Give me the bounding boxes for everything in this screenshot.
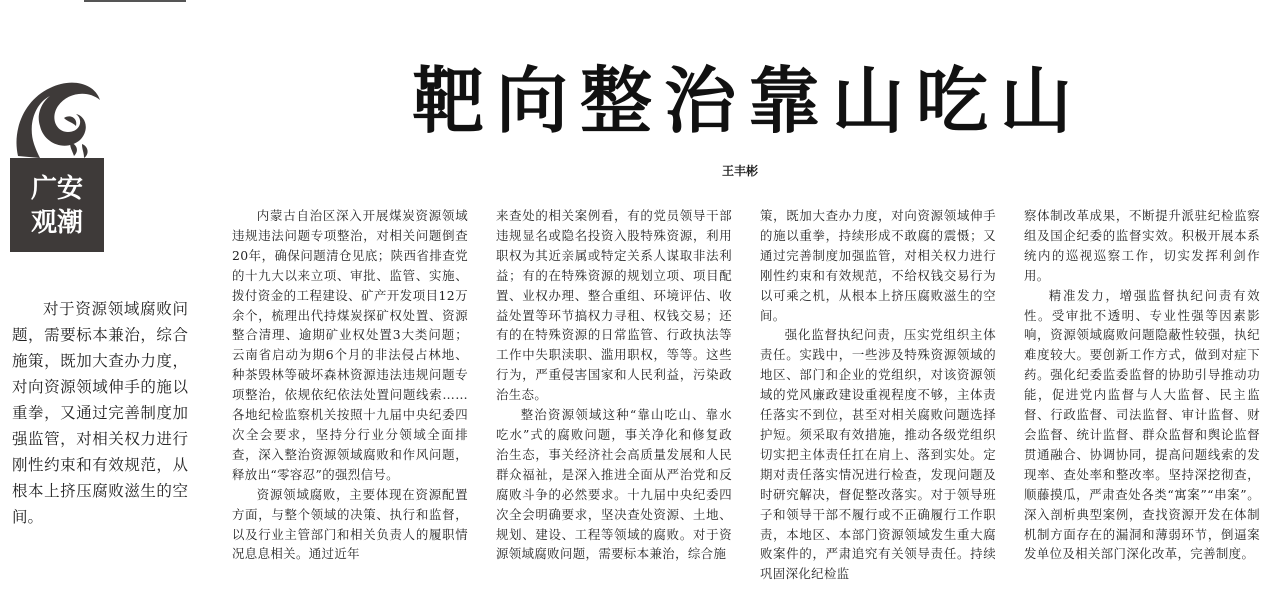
- column-name-box: [10, 158, 104, 252]
- column-name-line1: 广安: [30, 174, 83, 204]
- wave-icon: [10, 70, 104, 162]
- article-title: 靶向整治靠山吃山: [412, 59, 1084, 143]
- paragraph: 精准发力，增强监督执纪问责有效性。受审批不透明、专业性强等因素影响，资源领域腐败问题隐蔽性较强，执纪难度较大。要创新工作方式，做到对症下药。强化纪委监委监督的协助引导推动功能，促进党内监督与人大监督、民主监督、行政监督、司法监督、审计监督、财会监督、统计监督、群众监督和舆论监督贯通融合、协调协同，提高问题线索的发现率、查处率和整改率。坚持深挖彻查，顺藤摸瓜，严肃查处各类“寓案”“串案”。深入剖析典型案例，查找资源开发在体制机制方面存在的漏洞和薄弱环节，倒逼案发单位及相关部门深化改革，完善制度。: [1024, 287, 1260, 562]
- article-author: 王丰彬: [722, 164, 759, 178]
- paragraph: 来查处的相关案例看，有的党员领导干部违规显名或隐名投资入股特殊资源，利用职权为其近亲属或特定关系人谋取非法利益；有的在特殊资源的规划立项、项目配置、业权办理、整合重组、环境评估、收益处置等环节搞权力寻租、权钱交易；还有的在特殊资源的日常监管、行政执法等工作中失职渎职、滥用职权，等等。这些行为，严重侵害国家和人民利益，污染政治生态。: [496, 208, 732, 403]
- paragraph: 内蒙古自治区深入开展煤炭资源领域违规违法问题专项整治，对相关问题倒查20年，确保问题清仓见底；陕西省排查党的十九大以来立项、审批、监管、实施、拨付资金的工程建设、矿产开发项目12万余个，梳理出代持煤炭探矿权处置、资源整合清理、逾期矿业权处置3大类问题；云南省启动为期6个月的非法侵占林地、种茶毁林等破坏森林资源违法违规问题专项整治，依规依纪依法处置问题线索……各地纪检监察机关按照十九届中央纪委四次全会要求，坚持分行业分领域全面排查，深入整治资源领域腐败和作风问题，释放出“零容忍”的强烈信号。: [232, 208, 468, 482]
- column-name-line2: 观潮: [30, 208, 83, 238]
- body-column-3: [760, 206, 996, 606]
- paragraph: 察体制改革成果，不断提升派驻纪检监察组及国企纪委的监督实效。积极开展本系统内的巡视巡察工作，切实发挥利剑作用。: [1024, 208, 1260, 283]
- column-logo: [10, 70, 104, 252]
- body-column-2: [496, 206, 732, 606]
- paragraph: 整治资源领域这种“靠山吃山、靠水吃水”式的腐败问题，事关净化和修复政治生态，事关经济社会高质量发展和人民群众福祉，是深入推进全面从严治党和反腐败斗争的必然要求。十九届中央纪委四次全会明确要求，坚决查处资源、土地、规划、建设、工程等领域的腐败。对于资源领域腐败问题，需要标本兼治，综合施: [496, 407, 732, 562]
- body-column-4: [1024, 206, 1260, 606]
- summary-text: 对于资源领域腐败问题，需要标本兼治，综合施策，既加大查办力度，对向资源领域伸手的施以重拳，又通过完善制度加强监管，对相关权力进行刚性约束和有效规范，从根本上挤压腐败滋生的空间。: [12, 300, 188, 526]
- body-column-1: [232, 206, 468, 606]
- paragraph: 强化监督执纪问责，压实党组织主体责任。实践中，一些涉及特殊资源领域的地区、部门和企业的党组织，对该资源领域的党风廉政建设重视程度不够，主体责任落实不到位，甚至对相关腐败问题选择护短。须采取有效措施，推动各级党组织切实把主体责任扛在肩上、落到实处。定期对责任落实情况进行检查，发现问题及时研究解决，督促整改落实。对于领导班子和领导干部不履行或不正确履行工作职责，本地区、本部门资源领域发生重大腐败案件的，严肃追究有关领导责任。持续巩固深化纪检监: [760, 327, 996, 582]
- paragraph: 策，既加大查办力度，对向资源领域伸手的施以重拳，持续形成不敢腐的震慑；又通过完善制度加强监管，对相关权力进行刚性约束和有效规范，不给权钱交易行为以可乘之机，从根本上挤压腐败滋生的空间。: [760, 208, 996, 323]
- article-summary: [12, 296, 188, 530]
- top-rule: [84, 0, 186, 2]
- paragraph: 资源领域腐败，主要体现在资源配置方面，与整个领域的决策、执行和监督，以及行业主管部门和相关负责人的履职情况息息相关。通过近年: [232, 486, 468, 562]
